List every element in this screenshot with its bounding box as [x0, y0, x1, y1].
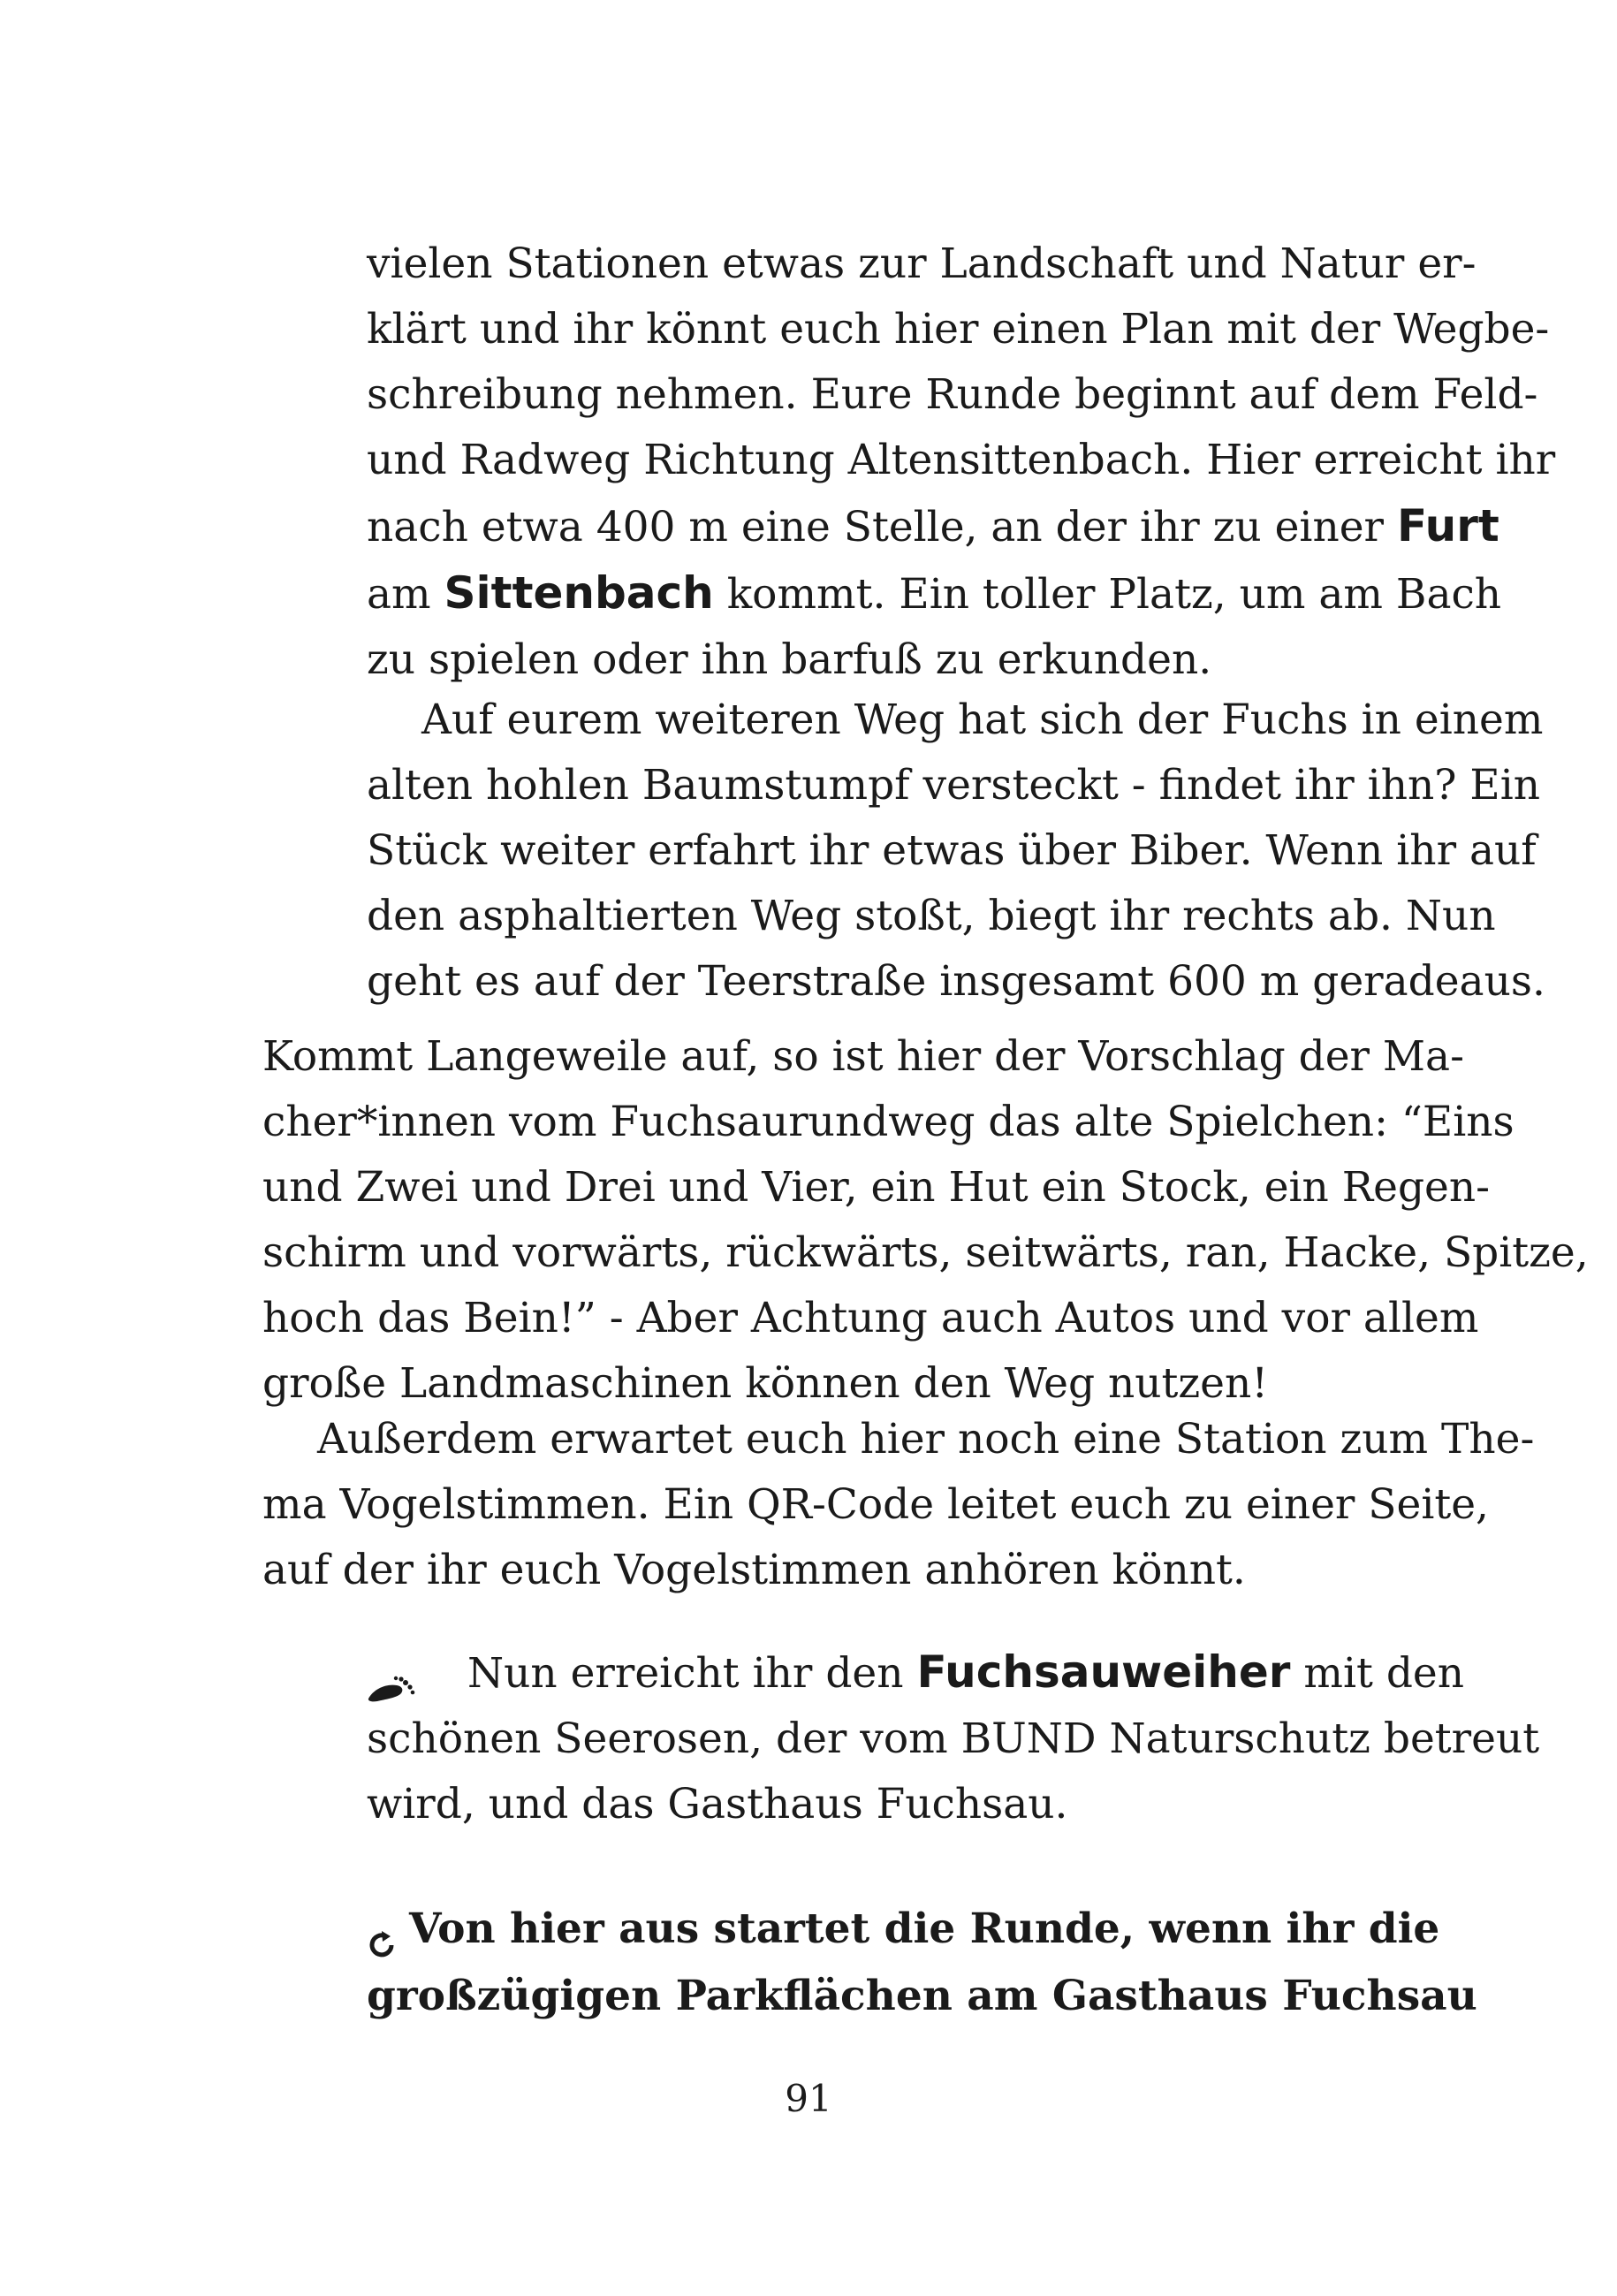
text-run: mit den [1290, 1649, 1464, 1698]
paragraph-furt [367, 232, 1556, 693]
text-line [367, 560, 1502, 627]
text-run: am [367, 570, 444, 619]
text-line: zu spielen oder ihn barfuß zu erkunden. [367, 635, 1212, 684]
text-run: kommt. Ein toller Platz, um am Bach [713, 570, 1502, 619]
paragraph-langeweile [262, 1024, 1589, 1417]
text-line: schreibung nehmen. Eure Runde beginnt auf dem Feld- [367, 370, 1538, 419]
text-line [367, 1639, 1464, 1707]
circular-arrow-icon [367, 1913, 397, 1943]
text-line: cher*innen vom Fuchsaurundweg das alte Spielchen: “Eins [262, 1098, 1515, 1146]
text-line: klärt und ihr könnt euch hier einen Plan mit der Wegbe- [367, 305, 1550, 354]
text-line: schirm und vorwärts, rückwärts, seitwärts, ran, Hacke, Spitze, [262, 1228, 1589, 1277]
text-line: wird, und das Gasthaus Fuchsau. [367, 1780, 1068, 1828]
paragraph-runde-start [367, 1896, 1477, 2030]
paragraph-vogelstimmen [262, 1407, 1535, 1603]
text-line [367, 1896, 1440, 1963]
text-run: nach etwa 400 m eine Stelle, an der ihr zu einer [367, 503, 1397, 551]
text-line: den asphaltierten Weg stoßt, biegt ihr rechts ab. Nun [367, 892, 1496, 940]
paragraph-fuchsauweiher [367, 1639, 1540, 1837]
text-line: hoch das Bein!” - Aber Achtung auch Autos und vor allem [262, 1294, 1479, 1342]
text-line: und Zwei und Drei und Vier, ein Hut ein Stock, ein Regen- [262, 1163, 1491, 1212]
text-line: großzügigen Parkflächen am Gasthaus Fuchsau [367, 1972, 1477, 2020]
page-number: 91 [785, 2077, 832, 2120]
text-line: Stück weiter erfahrt ihr etwas über Biber. Wenn ihr auf [367, 826, 1537, 875]
place-name-fuchsauweiher: Fuchsauweiher [916, 1646, 1291, 1698]
text-line: Kommt Langeweile auf, so ist hier der Vorschlag der Ma- [262, 1032, 1464, 1081]
paragraph-fuchs [367, 688, 1545, 1015]
place-name-furt: Furt [1396, 500, 1499, 551]
text-line: alten hohlen Baumstumpf versteckt - findet ihr ihn? Ein [367, 761, 1541, 810]
place-name-sittenbach: Sittenbach [444, 567, 714, 619]
text-line: ma Vogelstimmen. Ein QR-Code leitet euch zu einer Seite, [262, 1480, 1489, 1529]
text-line: auf der ihr euch Vogelstimmen anhören könnt. [262, 1546, 1246, 1594]
text-line: Auf eurem weiteren Weg hat sich der Fuchs in einem [421, 696, 1544, 744]
text-line: vielen Stationen etwas zur Landschaft und Natur er- [367, 239, 1477, 288]
text-line: große Landmaschinen können den Weg nutzen! [262, 1359, 1269, 1408]
text-line [367, 493, 1499, 560]
text-run: Von hier aus startet die Runde, wenn ihr die [409, 1904, 1440, 1953]
text-line: schönen Seerosen, der vom BUND Naturschutz betreut [367, 1714, 1540, 1763]
footprint-icon [367, 1658, 418, 1688]
text-run: Nun erreicht ihr den [467, 1649, 917, 1698]
text-line: Außerdem erwartet euch hier noch eine Station zum The- [317, 1415, 1535, 1464]
text-line: und Radweg Richtung Altensittenbach. Hier erreicht ihr [367, 436, 1556, 484]
text-line: geht es auf der Teerstraße insgesamt 600 m geradeaus. [367, 957, 1545, 1006]
